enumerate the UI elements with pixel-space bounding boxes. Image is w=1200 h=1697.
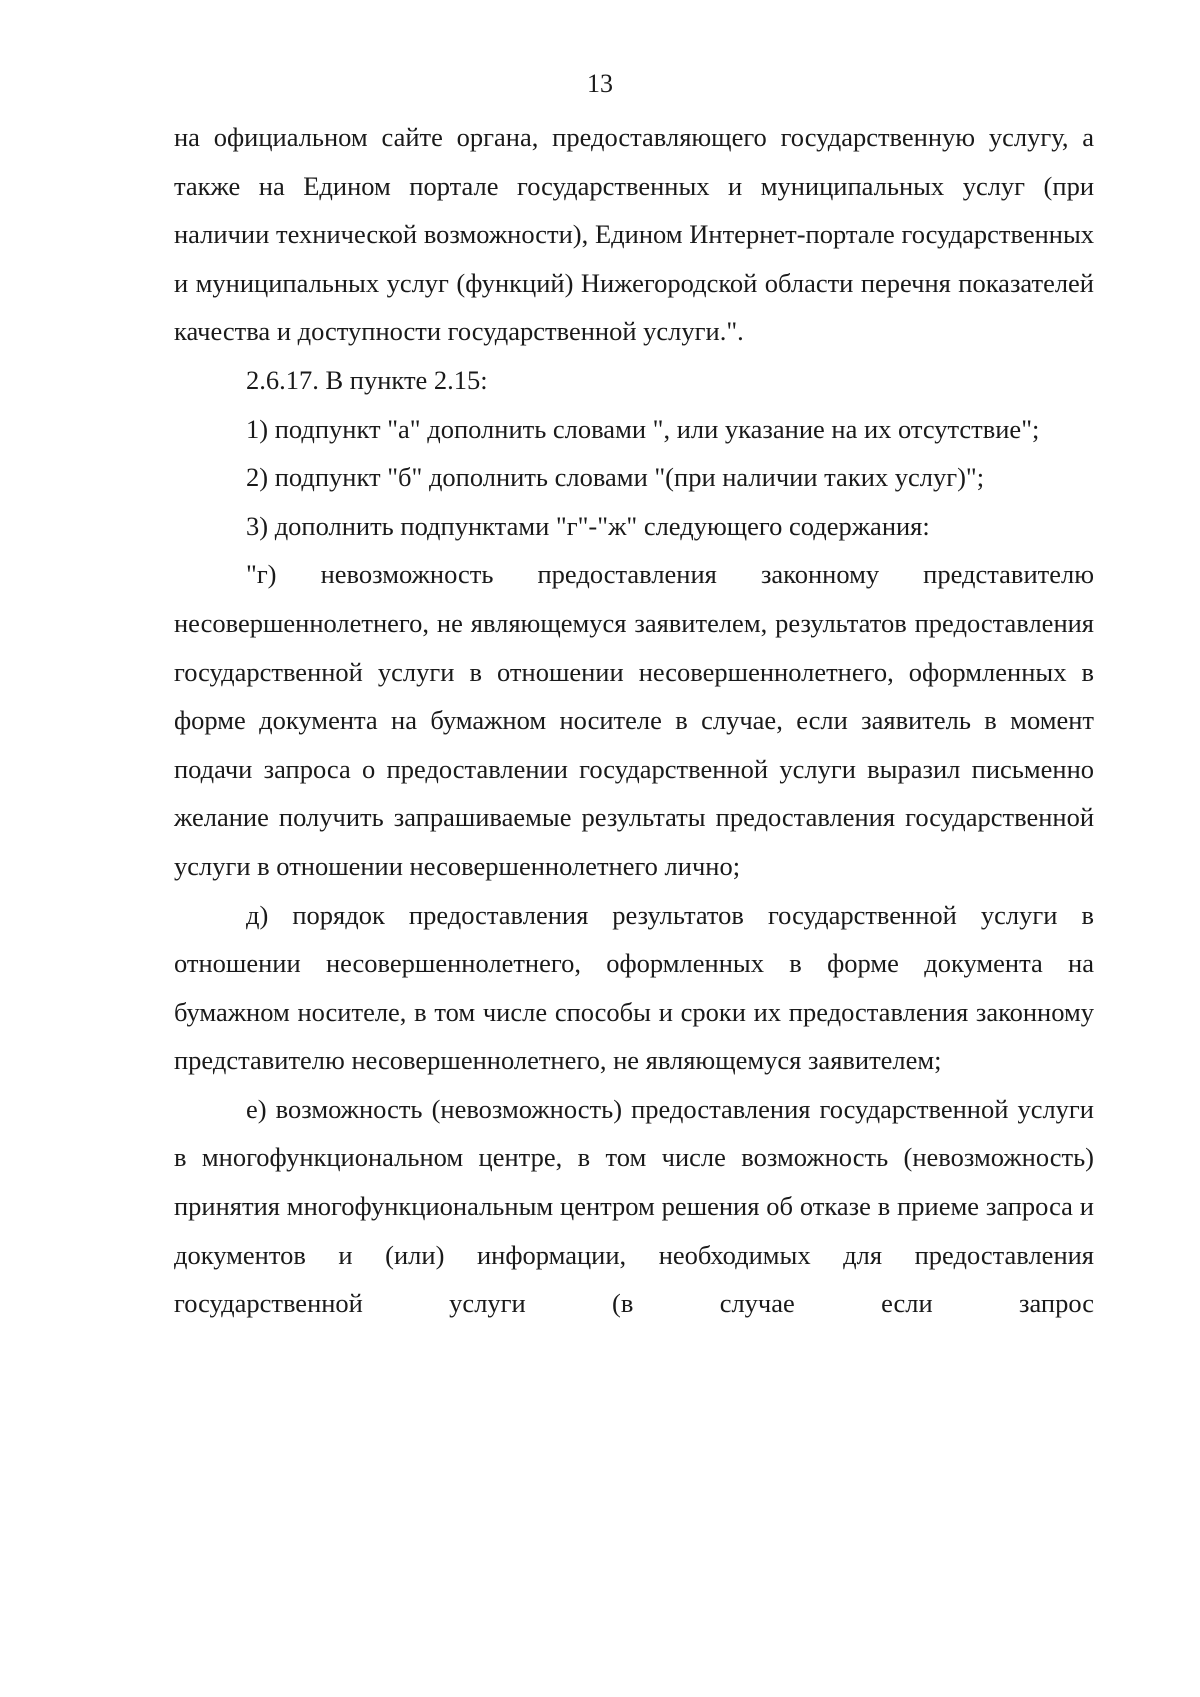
paragraph-item-3: 3) дополнить подпунктами "г"-"ж" следующего содержания: bbox=[246, 510, 930, 541]
paragraph-subitem-e: е) возможность (невозможность) предоставления государственной услуги в многофункциональном центре, в том числе возможность (невозможность) принятия многофункциональным центром решения об отказе в приеме запроса и документов и (или) информации, необходимых для предоставления государственной услуги (в случае если запрос bbox=[174, 1093, 1094, 1319]
paragraph-subitem-d: д) порядок предоставления результатов государственной услуги в отношении несовершеннолетнего, оформленных в форме документа на бумажном носителе, в том числе способы и сроки их предоставления законному представителю несовершеннолетнего, не являющемуся заявителем; bbox=[174, 899, 1094, 1076]
paragraph-continuation: на официальном сайте органа, предоставляющего государственную услугу, а также на Едином портале государственных и муниципальных услуг (при наличии технической возможности), Едином Интернет-портале государственных и муниципальных услуг (функций) Нижегородской области перечня показателей качества и доступности государственной услуги.". bbox=[174, 122, 1094, 347]
paragraph-item-2: 2) подпункт "б" дополнить словами "(при наличии таких услуг)"; bbox=[246, 462, 985, 493]
paragraph-item-1: 1) подпункт "а" дополнить словами ", или указание на их отсутствие"; bbox=[246, 413, 1040, 444]
paragraph-clause-2-6-17: 2.6.17. В пункте 2.15: bbox=[246, 364, 488, 395]
paragraph-subitem-g: "г) невозможность предоставления законному представителю несовершеннолетнего, не являющемуся заявителем, результатов предоставления государственной услуги в отношении несовершеннолетнего, оформленных в форме документа на бумажном носителе в случае, если заявитель в момент подачи запроса о предоставлении государственной услуги выразил письменно желание получить запрашиваемые результаты предоставления государственной услуги в отношении несовершеннолетнего лично; bbox=[174, 559, 1094, 881]
document-body bbox=[174, 113, 1094, 1328]
page-number: 13 bbox=[587, 69, 613, 98]
